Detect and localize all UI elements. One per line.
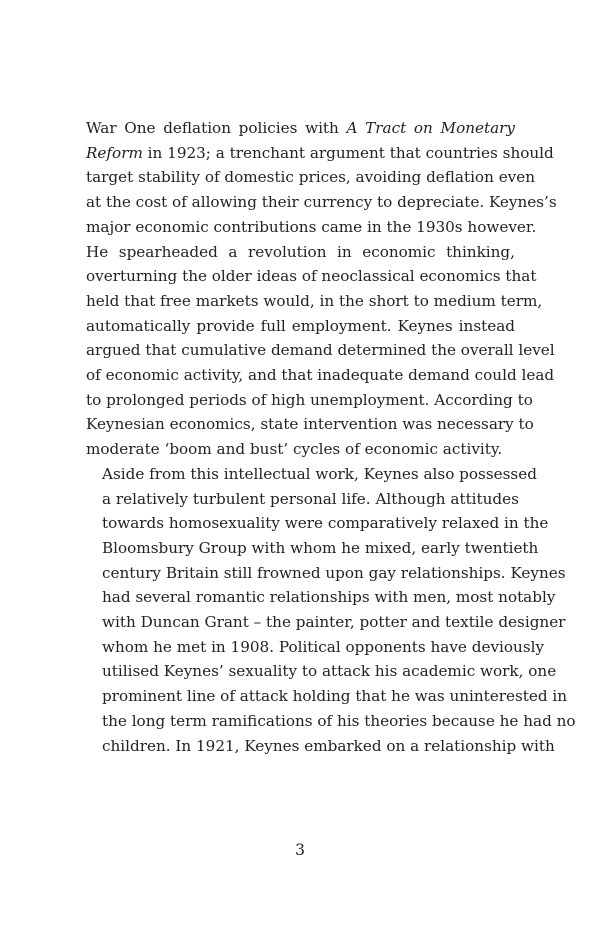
text-run: He spearheaded a revolution in economic thinking, xyxy=(86,242,515,261)
page-number: 3 xyxy=(295,841,305,859)
paragraph xyxy=(86,116,557,462)
text-line xyxy=(86,684,568,709)
text-run: Bloomsbury Group with whom he mixed, early twentieth xyxy=(102,538,539,557)
text-run: towards homosexuality were comparatively relaxed in the xyxy=(102,514,549,533)
paragraph xyxy=(86,462,576,758)
text-run: to prolonged periods of high unemployment. According to xyxy=(86,390,533,409)
text-line xyxy=(86,561,566,586)
body-text xyxy=(86,116,576,758)
text-line xyxy=(86,659,557,684)
text-line xyxy=(86,437,515,462)
text-run: War One deflation policies with xyxy=(86,119,347,137)
text-line xyxy=(86,363,555,388)
text-line xyxy=(86,314,515,339)
text-run: prominent line of attack holding that he was uninterested in xyxy=(102,687,568,706)
text-line xyxy=(86,240,515,265)
text-line xyxy=(86,190,557,215)
italic-title: Reform xyxy=(86,143,143,162)
text-run: major economic contributions came in the 1930s however. xyxy=(86,217,537,236)
text-run: Aside from this intellectual work, Keynes also possessed xyxy=(102,464,537,483)
text-run: with Duncan Grant – the painter, potter and textile designer xyxy=(102,613,566,632)
text-run: century Britain still frowned upon gay relationships. Keynes xyxy=(102,563,566,582)
text-line xyxy=(86,289,543,314)
text-line xyxy=(86,610,566,635)
text-line xyxy=(86,215,537,240)
text-run: overturning the older ideas of neoclassical economics that xyxy=(86,267,537,286)
text-run: at the cost of allowing their currency to depreciate. Keynes’s xyxy=(86,193,557,212)
text-line xyxy=(86,635,545,660)
text-line xyxy=(86,462,537,487)
text-run: argued that cumulative demand determined the overall level xyxy=(86,341,555,360)
italic-title: A Tract on Monetary xyxy=(346,119,515,137)
text-line xyxy=(86,487,519,512)
text-line xyxy=(86,264,537,289)
text-run: held that free markets would, in the short to medium term, xyxy=(86,291,543,310)
text-line xyxy=(86,388,533,413)
text-line xyxy=(86,536,539,561)
text-line xyxy=(86,734,555,759)
text-run: whom he met in 1908. Political opponents have deviously xyxy=(102,637,545,656)
text-line xyxy=(86,338,555,363)
text-run: Keynesian economics, state intervention was necessary to xyxy=(86,415,534,434)
text-run: the long term ramifications of his theories because he had no xyxy=(102,711,576,730)
text-run: had several romantic relationships with men, most notably xyxy=(102,588,556,607)
text-line xyxy=(86,709,576,734)
text-run: children. In 1921, Keynes embarked on a relationship with xyxy=(102,736,555,755)
text-line xyxy=(86,412,534,437)
text-run: in 1923; a trenchant argument that countries should xyxy=(142,143,554,162)
text-line xyxy=(86,116,515,141)
text-line xyxy=(86,165,536,190)
text-line xyxy=(86,511,549,536)
text-run: of economic activity, and that inadequate demand could lead xyxy=(86,366,555,385)
text-line xyxy=(86,585,556,610)
text-line xyxy=(86,141,554,166)
text-run: a relatively turbulent personal life. Although attitudes xyxy=(102,489,519,508)
text-run: utilised Keynes’ sexuality to attack his academic work, one xyxy=(102,662,557,681)
text-run: moderate ‘boom and bust’ cycles of economic activity. xyxy=(86,440,503,459)
text-run: target stability of domestic prices, avoiding deflation even xyxy=(86,168,536,187)
text-run: automatically provide full employment. Keynes instead xyxy=(86,316,515,335)
